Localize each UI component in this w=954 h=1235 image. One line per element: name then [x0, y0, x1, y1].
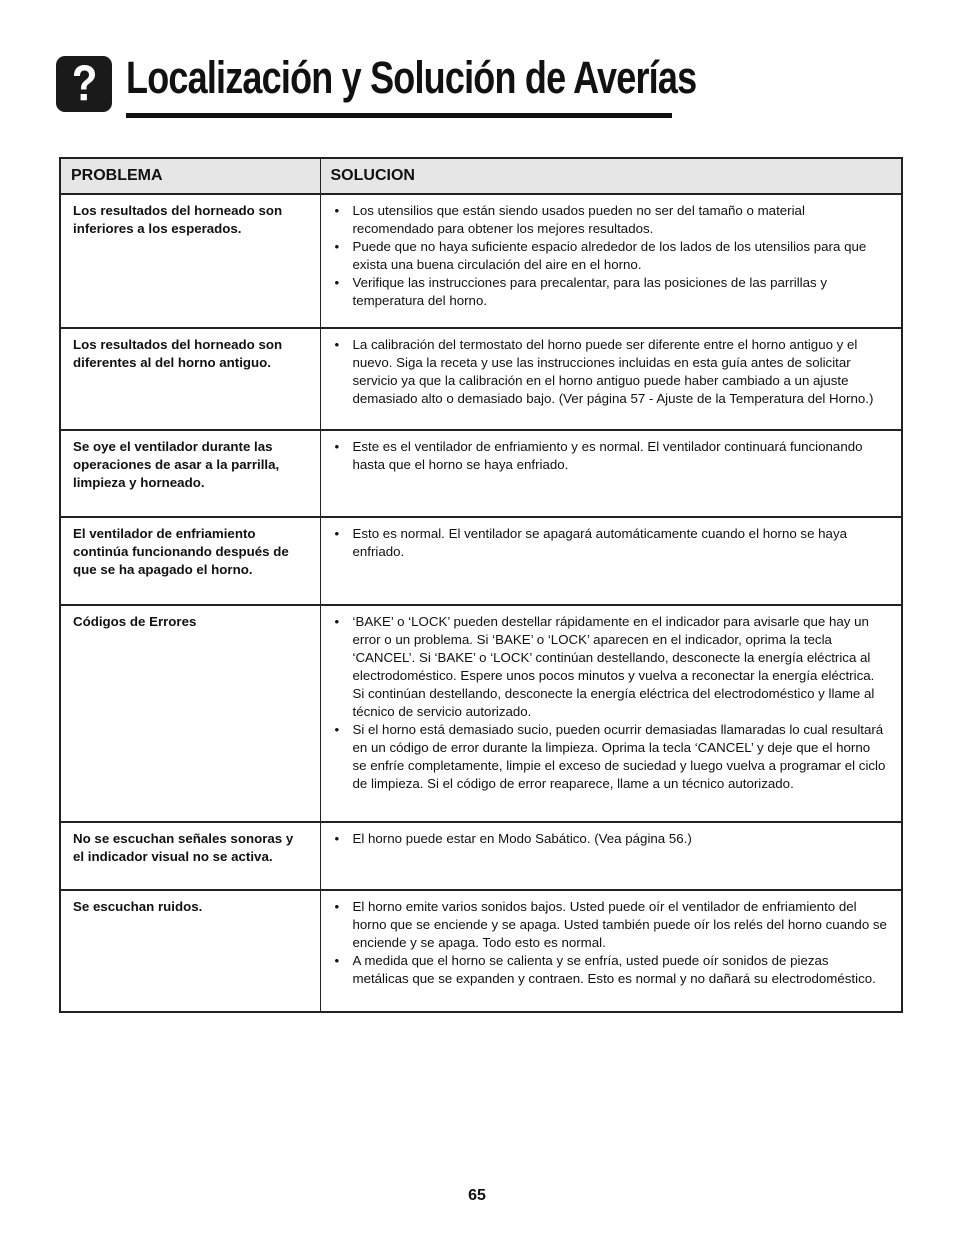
title-underline — [126, 113, 672, 118]
solution-item: • La calibración del termostato del horno puede ser diferente entre el horno antiguo y el nuevo. Siga la receta y use las instrucciones incluidas en esta guía antes de solicitar servicio ya que la calibración en el horno antiguo puede haber cambiado a un ajuste demasiado alto o demasiado bajo. (Ver página 57 - Ajuste de la Temperatura del Horno.) — [353, 336, 888, 408]
solution-item: • Esto es normal. El ventilador se apagará automáticamente cuando el horno se haya enfriado. — [353, 525, 888, 561]
solution-list — [335, 336, 888, 408]
solution-item: • Este es el ventilador de enfriamiento y es normal. El ventilador continuará funcionando hasta que el horno se haya enfriado. — [353, 438, 888, 474]
question-mark-icon — [56, 56, 112, 112]
problem-cell: Se oye el ventilador durante las operaciones de asar a la parrilla, limpieza y horneado. — [60, 430, 320, 517]
solution-item: • El horno emite varios sonidos bajos. Usted puede oír el ventilador de enfriamiento del horno que se enciende y se apaga. Usted también puede oír los relés del horno cuando se enciende y se apaga. Todo esto es normal. — [353, 898, 888, 952]
table-row — [60, 194, 902, 328]
page-title: Localización y Solución de Averías — [126, 52, 697, 103]
solution-item: • Los utensilios que están siendo usados pueden no ser del tamaño o material recomendado para obtener los mejores resultados. — [353, 202, 888, 238]
solution-list — [335, 830, 888, 848]
page-header — [56, 52, 697, 122]
table-row — [60, 328, 902, 430]
solution-cell — [320, 517, 902, 605]
problem-cell: El ventilador de enfriamiento continúa funcionando después de que se ha apagado el horno. — [60, 517, 320, 605]
problem-cell: Los resultados del horneado son inferiores a los esperados. — [60, 194, 320, 328]
solution-cell — [320, 822, 902, 890]
solution-list — [335, 525, 888, 561]
solution-item: • Verifique las instrucciones para precalentar, para las posiciones de las parrillas y temperatura del horno. — [353, 274, 888, 310]
problem-cell: Se escuchan ruidos. — [60, 890, 320, 1012]
table-row — [60, 517, 902, 605]
solution-cell — [320, 430, 902, 517]
solution-list — [335, 613, 888, 793]
solution-list — [335, 438, 888, 474]
solution-item: • Si el horno está demasiado sucio, pueden ocurrir demasiadas llamaradas lo cual resultará en un código de error durante la limpieza. Oprima la tecla ‘CANCEL’ y deje que el horno se enfríe completamente, limpie el exceso de suciedad y luego vuelva a programar el ciclo de limpieza. Si el código de error reaparece, llame a un técnico autorizado. — [353, 721, 888, 793]
solution-cell — [320, 194, 902, 328]
column-header-problem: PROBLEMA — [60, 158, 320, 194]
solution-item: • El horno puede estar en Modo Sabático. (Vea página 56.) — [353, 830, 888, 848]
problem-cell: Los resultados del horneado son diferentes al del horno antiguo. — [60, 328, 320, 430]
solution-cell — [320, 328, 902, 430]
table-row — [60, 430, 902, 517]
troubleshooting-table — [59, 157, 903, 1013]
problem-cell: No se escuchan señales sonoras y el indicador visual no se activa. — [60, 822, 320, 890]
solution-item: • Puede que no haya suficiente espacio alrededor de los lados de los utensilios para que exista una buena circulación del aire en el horno. — [353, 238, 888, 274]
page-number: 65 — [468, 1187, 486, 1204]
solution-cell — [320, 605, 902, 822]
table-row — [60, 605, 902, 822]
solution-item: • A medida que el horno se calienta y se enfría, usted puede oír sonidos de piezas metálicas que se expanden y contraen. Esto es normal y no dañará su electrodoméstico. — [353, 952, 888, 988]
solution-item: • ‘BAKE’ o ‘LOCK’ pueden destellar rápidamente en el indicador para avisarle que hay un error o un problema. Si ‘BAKE’ o ‘LOCK’ aparecen en el indicador, oprima la tecla ‘CANCEL’. Si ‘BAKE’ o ‘LOCK’ continúan destellando, desconecte la energía eléctrica al electrodoméstico. Espere unos pocos minutos y vuelva a reconectar la energía eléctrica. Si continúan destellando, desconecte la energía eléctrica del electrodoméstico y llame al técnico de servicio autorizado. — [353, 613, 888, 721]
solution-list — [335, 202, 888, 310]
solution-cell — [320, 890, 902, 1012]
column-header-solution: SOLUCION — [320, 158, 902, 194]
table-header-row — [60, 158, 902, 194]
table-row — [60, 822, 902, 890]
problem-cell: Códigos de Errores — [60, 605, 320, 822]
solution-list — [335, 898, 888, 988]
table-row — [60, 890, 902, 1012]
